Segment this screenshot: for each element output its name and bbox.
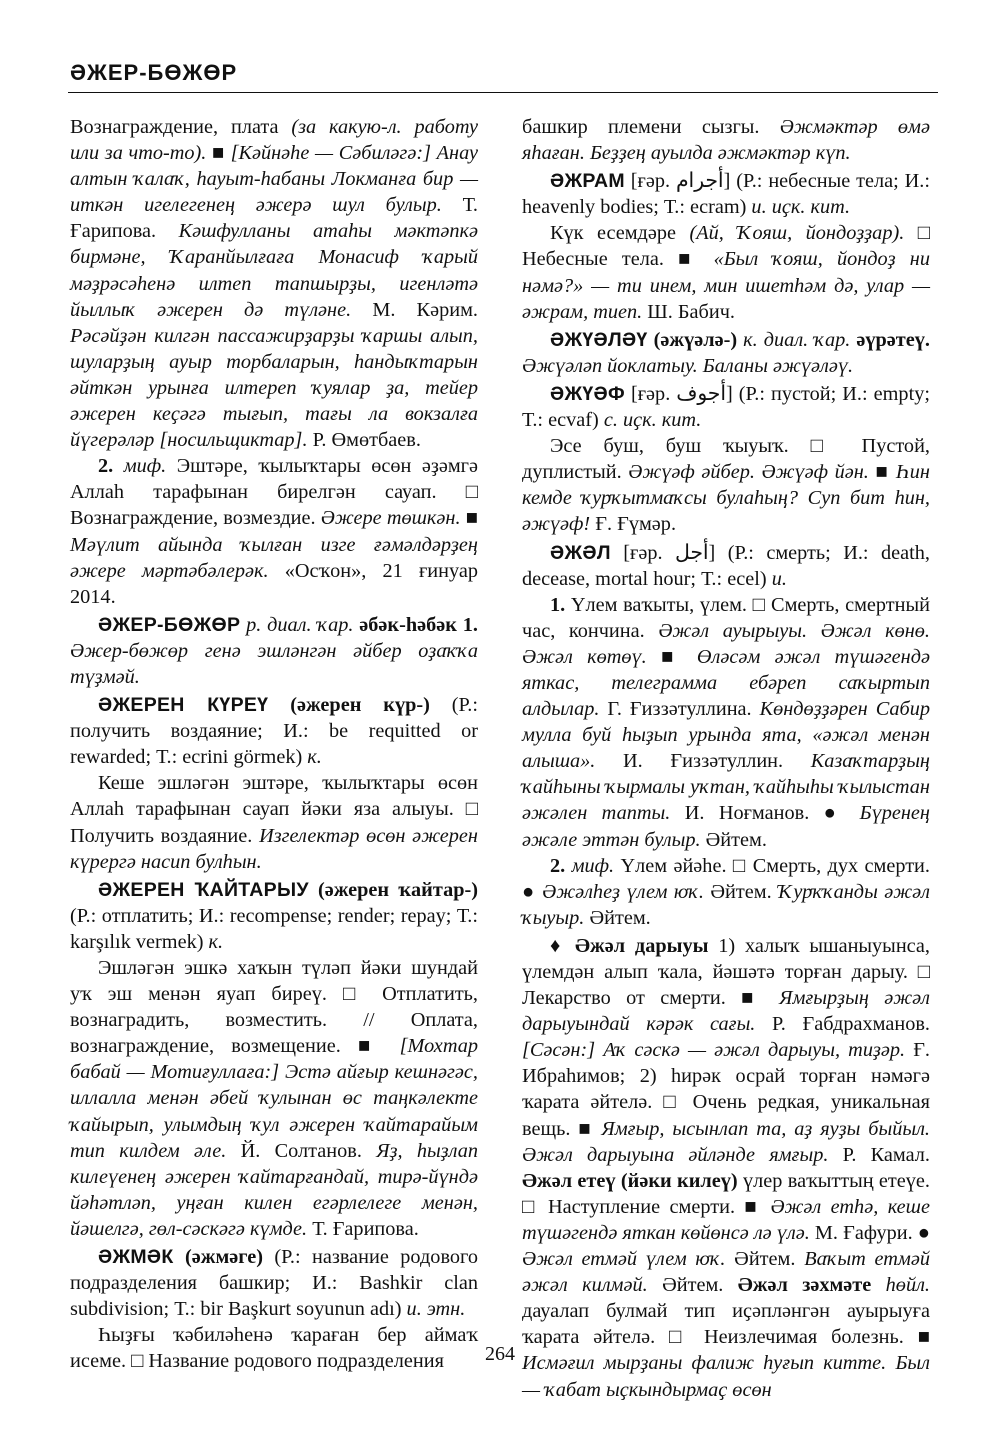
page-number: 264 [485, 1343, 515, 1365]
right-column-paragraph-6: ӘЖӘЛ [ғәр. أجل] (Р.: смерть; И.: death, decease, mortal hour; Т.: ecel) и. [522, 541, 930, 590]
running-head: ӘЖЕР-БӨЖӨР [70, 60, 238, 85]
right-column-paragraph-5: Эсе буш, буш ҡыуыҡ. □ Пустой, дуплистый. Әжүәф әйбер. Әжүәф йән. ■ Һин кемде ҡурҡытмаҡсы булаһың? Суп бит һин, әжүәф! Ғ. Ғүмәр. [522, 435, 930, 536]
right-column [522, 114, 930, 1403]
right-column-paragraph-1: ӘЖРАМ [ғәр. أجرام] (Р.: небесные тела; И.: heavenly bodies; Т.: ecram) и. иҫк. кит. [522, 170, 930, 219]
left-column-paragraph-8: Һыҙғы ҡәбиләһенә ҡараған бер аймаҡ исеме. □ Название родового подразделения [70, 1324, 478, 1373]
right-column-paragraph-2: Күк есемдәре (Ай, Ҡояш, йондоҙҙар). □ Небесные тела. ■ «Был ҡояш, йондоҙ ни нәмә?» — ти инем, мин ишетһәм дә, улар — әжрам, тиеп. Ш. Бабич. [522, 222, 930, 323]
right-column-paragraph-9: ♦ Әжәл дарыуы 1) халыҡ ышаныуынса, үлемдән алып ҡала, йәшәтә торған дарыу. □ Лекарство от смерти. ■ Ямғырҙың әжәл дарыуындай кәрәк сағы. Р. Ғабдрахманов. [Сәсән:] Аҡ сәскә — әжәл дарыуы, тиҙәр. Ғ. Ибраһимов; 2) һирәк осрай торған нәмәгә ҡарата әйтелә. □ Очень редкая, уникальная вещь. ■ Ямғыр, ысынлап та, аҙ яуҙы быйыл. Әжәл дарыуына әйләнде ямғыр. Р. Камал. Әжәл етеү (йәки килеү) үлер ваҡыттың етеүе. □ Наступление смерти. ■ Әжәл етһә, кеше түшәгендә яткан көйөнсә лә үлә. М. Ғафури. ● Әжәл етмәй үлем юҡ. Әйтем. Ваҡыт етмәй әжәл килмәй. Әйтем. Әжәл зәхмәте һөйл. дауалап булмай тип иҫәпләнгән ауырыуға ҡарата әйтелә. □ Неизлечимая болезнь. ■ Исмәғил мырҙаны фалиж һуғып китте. Был — ҡабат ыҫкындырмаҫ өсөн [522, 934, 930, 1401]
right-column-paragraph-7: 1. Үлем ваҡыты, үлем. □ Смерть, смертный час, кончина. Әжәл ауырыуы. Әжәл көнө. Әжәл көтөү. ■ Өләсәм әжәл түшәгендә яткас, телеграмма ебәреп саҡыртып алдылар. Г. Ғиззәтуллина. Көндөҙҙәрен Сабир мулла буй һыҙып урында ята, «әжәл менән алыша». И. Ғиззәтуллин. Казаҡтарҙың ҡайһыны ҡырмалы уҡтан, ҡайһыһы ҡылыстан әжәлен тапты. И. Ноғманов. ● Бүренең әжәле эттән булыр. Әйтем. [522, 593, 931, 851]
left-column-paragraph-6: Эшләгән эшкә хаҡын түләп йәки шундай уҡ эш менән яуап биреү. □ Отплатить, вознаградить, возместить. // Оплата, вознаграждение, возмещение. ■ [Мохтар бабай — Мотиғуллаға:] Эстә айғыр кешнәгәс, иллалла менән әбей ҡулынан өс таңкәлекте ҡайырып, улымдың ҡул әжерен ҡайтарайым тип килдем әле. Й. Солтанов. Яҙ, һыҙлап килеүенең әжерен ҡайтарғандай, тирә-йүндә йәһәтләп, уңған килен егәрлелеге менән, йәшелгә, гөл-сәскәгә күмде. Т. Ғарипова. [70, 957, 478, 1240]
left-column-paragraph-3: ӘЖЕРЕН КҮРЕҮ (әжерен күр-) (Р.: получить воздаяние; И.: be requitted or rewarded; Т.: ecrini görmek) к. [70, 694, 478, 769]
left-column-paragraph-2: ӘЖЕР-БӨЖӨР р. диал. ҡар. әбәк-һәбәк 1. Әжер-бөжөр генә эшләнгән әйбер оҙаҡҡа түҙмәй. [70, 613, 478, 688]
right-column-paragraph-4: ӘЖҮӘФ [ғәр. أجوف] (Р.: пустой; И.: empty; Т.: ecvaf) с. иҫк. кит. [522, 382, 930, 432]
header-rule [68, 92, 938, 93]
left-column-paragraph-0: Вознаграждение, плата (за какую-л. работу или за что-то). ■ [Кәйнәһе — Сәбиләгә:] Анау алтын ҡалаҡ, һауыт-һабаны Локманға бир — иткән игелегенең әжерә шул булыр. Т. Ғарипова. Кәшфулланы атаһы мәктәпкә бирмәне, Ҡаранйылғаға Монасиф ҡарый мәҙрәсәһенә илтеп тапшырҙы, игенләтә йыллыҡ әжерен дә түләне. М. Кәрим. Рәсәйҙән килгән пассажирҙарҙы ҡаршы алып, шуларҙың ауыр торбаларын, һандыҡтарын әйткән урынға илтереп ҡуялар ҙа, тейер әжерен кеҫәгә тығып, тағы ла вокзалға йүгерәләр [носильщиктар]. Р. Өмөтбаев. [70, 116, 479, 452]
left-column-paragraph-4: Кеше эшләгән эштәре, ҡылыҡтары өсөн Аллаһ тарафынан сауап йәки яза алыуы. □ Получить воздаяние. Изгелектәр өсөн әжерен күрергә насип булһын. [70, 772, 478, 873]
right-column-paragraph-0: башкир племени сызгы. Әжмәктәр өмә яһаған. Беҙҙең ауылда әжмәктәр күп. [522, 116, 930, 165]
left-column-paragraph-5: ӘЖЕРЕН ҠАЙТАРЫУ (әжерен ҡайтар-) (Р.: отплатить; И.: recompense; render; repay; Т.: karşılık vermek) к. [70, 878, 478, 953]
right-column-paragraph-3: ӘЖҮӘЛӘҮ (әжүәлә-) к. диал. ҡар. әүрәтеү. Әжүәләп йоклатыу. Баланы әжүәләү. [522, 328, 930, 377]
left-column-paragraph-1: 2. миф. Эштәре, ҡылыҡтары өсөн әҙәмгә Аллаһ тарафынан бирелгән сауап. □ Вознаграждение, возмездие. Әжере төшкән. ■ Мәүлит айында ҡылған изге ғәмәлдәрҙең әжере мәртәбәлерәк. «Осҡон», 21 ғинуар 2014. [70, 455, 479, 608]
right-column-paragraph-8: 2. миф. Үлем әйәһе. □ Смерть, дух смерти. ● Әжәлһеҙ үлем юҡ. Әйтем. Ҡурҡҡанды әжәл ҡыуыр. Әйтем. [522, 854, 930, 929]
left-column-paragraph-7: ӘЖМӘК (әжмәге) (Р.: название родового подразделения башкир; И.: Bashkir clan subdivision; Т.: bir Başkurt soyunun adı) и. этн. [70, 1246, 478, 1321]
left-column [70, 114, 478, 1375]
